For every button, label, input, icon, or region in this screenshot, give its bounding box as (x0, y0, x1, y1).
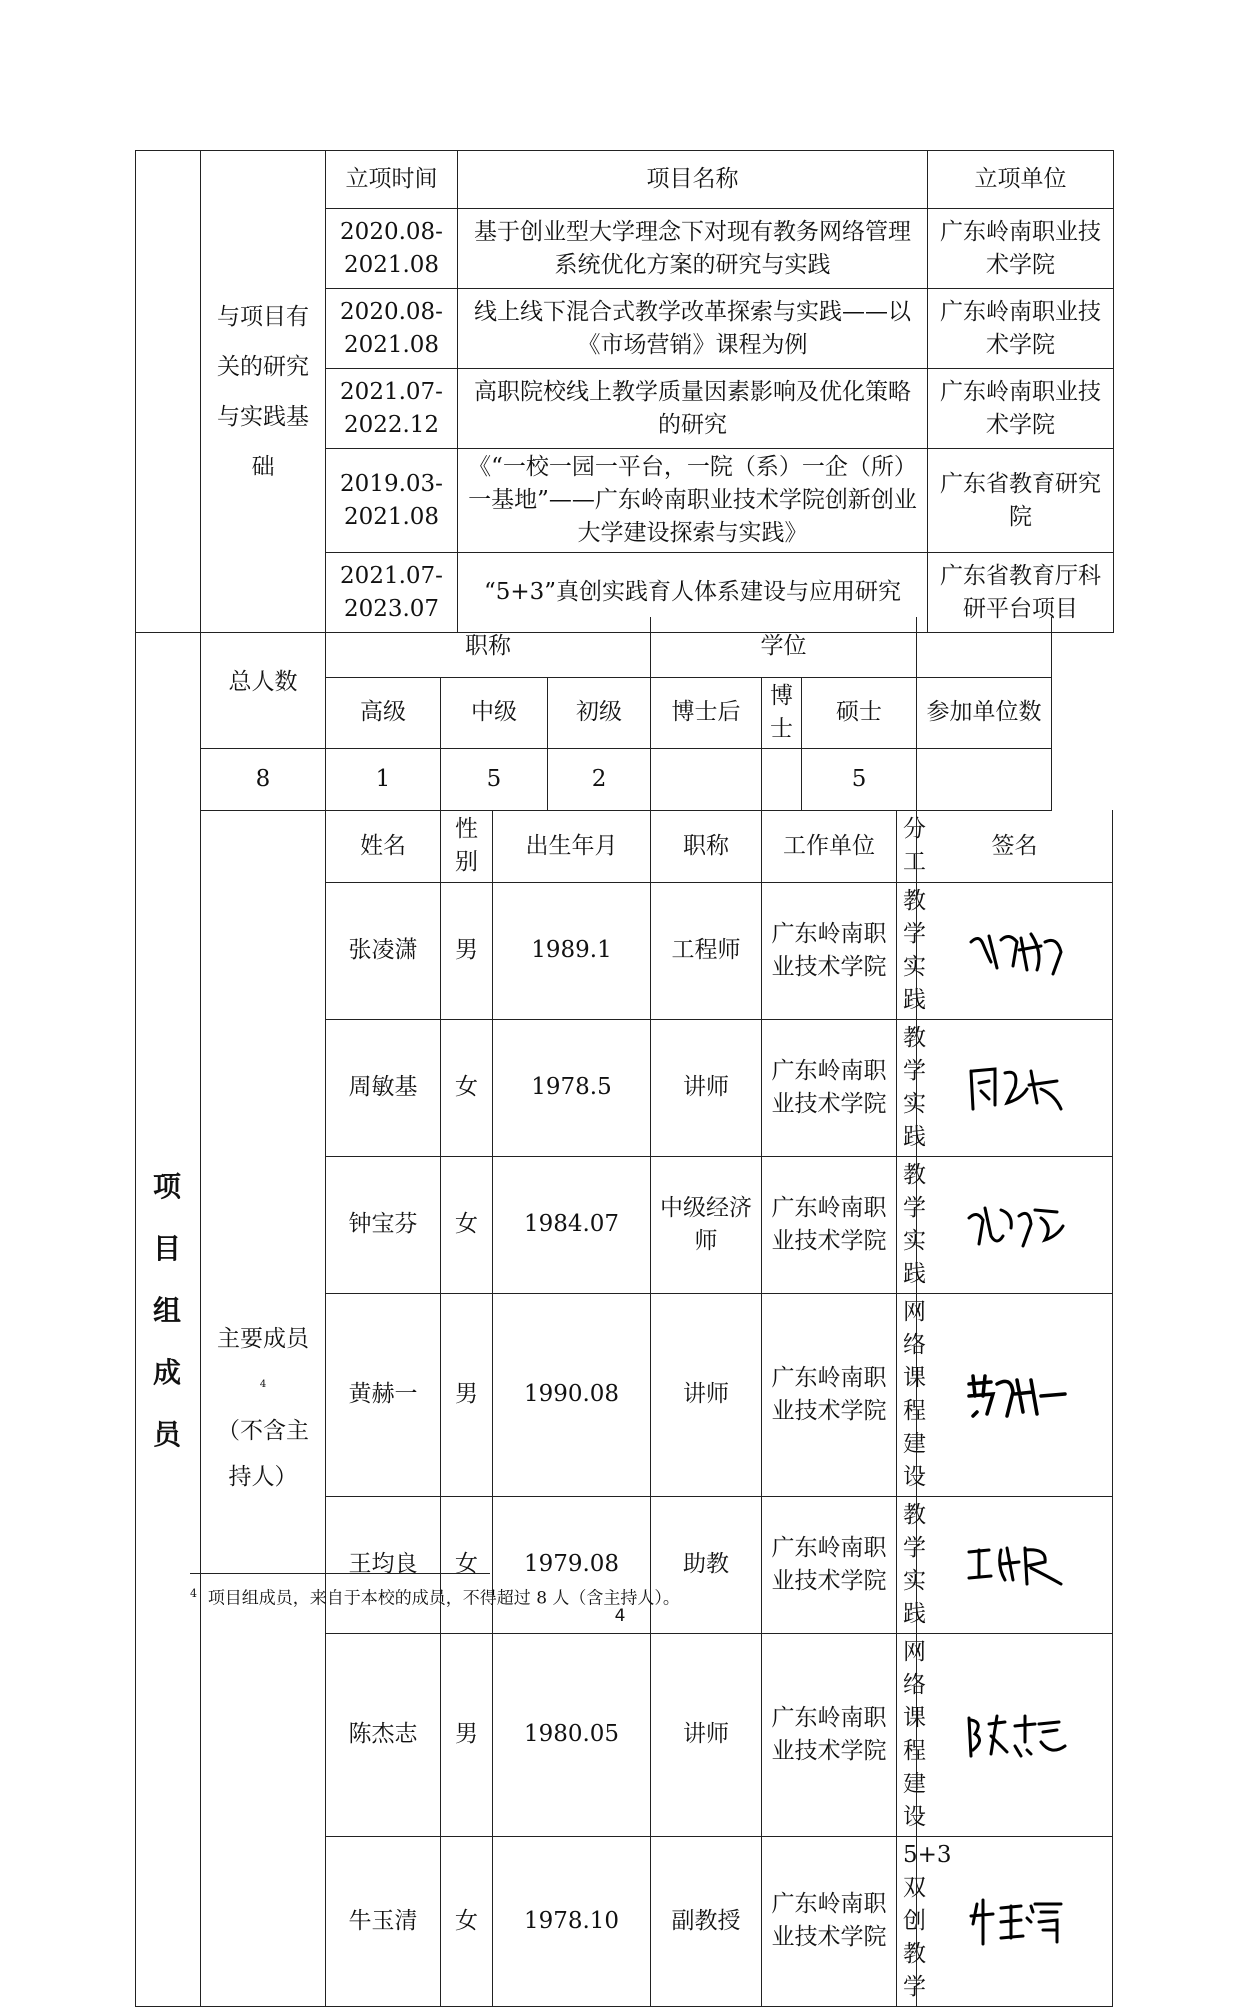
header-project-name: 项目名称 (458, 151, 928, 209)
postdoc-value (651, 748, 762, 810)
signature-cell (917, 1019, 1113, 1156)
member-name: 黄赫一 (326, 1293, 441, 1496)
research-blank-column (136, 151, 201, 633)
handwritten-signature (961, 1706, 1069, 1764)
degree-phd-label: 博士 (762, 677, 802, 748)
research-unit: 广东岭南职业技术学院 (928, 369, 1114, 449)
research-unit: 广东岭南职业技术学院 (928, 289, 1114, 369)
handwritten-signature (961, 1536, 1069, 1594)
member-gender: 男 (441, 882, 493, 1019)
total-value: 8 (201, 748, 326, 810)
junior-value: 2 (548, 748, 651, 810)
member-name: 钟宝芬 (326, 1156, 441, 1293)
member-title: 讲师 (651, 1293, 762, 1496)
member-unit: 广东岭南职业技术学院 (762, 1633, 897, 1836)
handwritten-signature (961, 1059, 1069, 1117)
research-name: 线上线下混合式教学改革探索与实践——以《市场营销》课程为例 (458, 289, 928, 369)
member-title: 讲师 (651, 1633, 762, 1836)
member-title: 副教授 (651, 1836, 762, 2006)
member-title: 助教 (651, 1496, 762, 1633)
research-name: 高职院校线上教学质量因素影响及优化策略的研究 (458, 369, 928, 449)
member-birth: 1990.08 (493, 1293, 651, 1496)
header-unit: 工作单位 (762, 810, 897, 882)
header-gender: 性别 (441, 810, 493, 882)
research-unit: 广东岭南职业技术学院 (928, 209, 1114, 289)
research-time: 2019.03-2021.08 (326, 449, 458, 553)
member-unit: 广东岭南职业技术学院 (762, 1019, 897, 1156)
header-title: 职称 (651, 810, 762, 882)
member-title: 中级经济师 (651, 1156, 762, 1293)
member-name: 张凌潇 (326, 882, 441, 1019)
member-birth: 1978.10 (493, 1836, 651, 2006)
research-unit: 广东省教育厅科研平台项目 (928, 553, 1114, 633)
main-members-label: 主要成员 $^4$ （不含主持人） (201, 810, 326, 2006)
header-role: 分工 (897, 810, 917, 882)
footnote-divider (190, 1573, 490, 1574)
member-role: 教学实践 (897, 1156, 917, 1293)
units-label: 参加单位数 (917, 677, 1052, 748)
member-unit: 广东岭南职业技术学院 (762, 1496, 897, 1633)
header-name: 姓名 (326, 810, 441, 882)
signature-cell (917, 1633, 1113, 1836)
member-birth: 1989.1 (493, 882, 651, 1019)
title-group-label: 职称 (326, 617, 651, 677)
title-junior-label: 初级 (548, 677, 651, 748)
member-birth: 1979.08 (493, 1496, 651, 1633)
research-name: “5+3”真创实践育人体系建设与应用研究 (458, 553, 928, 633)
member-name: 王均良 (326, 1496, 441, 1633)
member-role: 教学实践 (897, 882, 917, 1019)
phd-value (762, 748, 802, 810)
footnote: $^4$ 项目组成员，来自于本校的成员，不得超过 8 人（含主持人）。 (190, 1587, 680, 1609)
member-role: 网络课程建设 (897, 1293, 917, 1496)
research-time: 2021.07-2023.07 (326, 553, 458, 633)
handwritten-signature (961, 1196, 1069, 1254)
research-name: 《“一校一园一平台，一院（系）一企（所）一基地”——广东岭南职业技术学院创新创业大学建设探索与实践》 (458, 449, 928, 553)
senior-value: 1 (326, 748, 441, 810)
research-name: 基于创业型大学理念下对现有教务网络管理系统优化方案的研究与实践 (458, 209, 928, 289)
member-name: 牛玉清 (326, 1836, 441, 2006)
research-unit: 广东省教育研究院 (928, 449, 1114, 553)
member-role: 教学实践 (897, 1496, 917, 1633)
member-gender: 女 (441, 1496, 493, 1633)
team-side-title: 项 目 组 成 员 (136, 617, 201, 2006)
member-unit: 广东岭南职业技术学院 (762, 1836, 897, 2006)
member-birth: 1978.5 (493, 1019, 651, 1156)
degree-group-label: 学位 (651, 617, 917, 677)
header-time: 立项时间 (326, 151, 458, 209)
signature-cell (917, 882, 1113, 1019)
member-gender: 女 (441, 1019, 493, 1156)
header-unit: 立项单位 (928, 151, 1114, 209)
member-role: 网络课程建设 (897, 1633, 917, 1836)
member-gender: 男 (441, 1293, 493, 1496)
member-gender: 女 (441, 1836, 493, 2006)
degree-master-label: 硕士 (802, 677, 917, 748)
handwritten-signature (961, 922, 1069, 980)
member-birth: 1980.05 (493, 1633, 651, 1836)
units-blank-cell (917, 617, 1052, 677)
title-middle-label: 中级 (441, 677, 548, 748)
page-number: 4 (614, 1606, 626, 1626)
header-birth: 出生年月 (493, 810, 651, 882)
research-time: 2020.08-2021.08 (326, 289, 458, 369)
handwritten-signature (961, 1892, 1069, 1950)
signature-cell (917, 1156, 1113, 1293)
member-title: 工程师 (651, 882, 762, 1019)
handwritten-signature (961, 1366, 1069, 1424)
member-role: 教学实践 (897, 1019, 917, 1156)
total-label: 总人数 (201, 617, 326, 748)
signature-cell (917, 1293, 1113, 1496)
research-foundation-table (135, 150, 1114, 633)
units-value (917, 748, 1052, 810)
project-team-table (135, 617, 1113, 2007)
member-name: 陈杰志 (326, 1633, 441, 1836)
research-foundation-label: 与项目有关的研究与实践基础 (201, 151, 326, 633)
member-unit: 广东岭南职业技术学院 (762, 1293, 897, 1496)
member-title: 讲师 (651, 1019, 762, 1156)
research-time: 2021.07-2022.12 (326, 369, 458, 449)
member-role: 5+3 双创教学 (897, 1836, 917, 2006)
title-senior-label: 高级 (326, 677, 441, 748)
master-value: 5 (802, 748, 917, 810)
research-time: 2020.08-2021.08 (326, 209, 458, 289)
degree-postdoc-label: 博士后 (651, 677, 762, 748)
member-unit: 广东岭南职业技术学院 (762, 882, 897, 1019)
member-unit: 广东岭南职业技术学院 (762, 1156, 897, 1293)
member-gender: 男 (441, 1633, 493, 1836)
member-birth: 1984.07 (493, 1156, 651, 1293)
middle-value: 5 (441, 748, 548, 810)
member-gender: 女 (441, 1156, 493, 1293)
header-signature: 签名 (917, 810, 1113, 882)
member-name: 周敏基 (326, 1019, 441, 1156)
